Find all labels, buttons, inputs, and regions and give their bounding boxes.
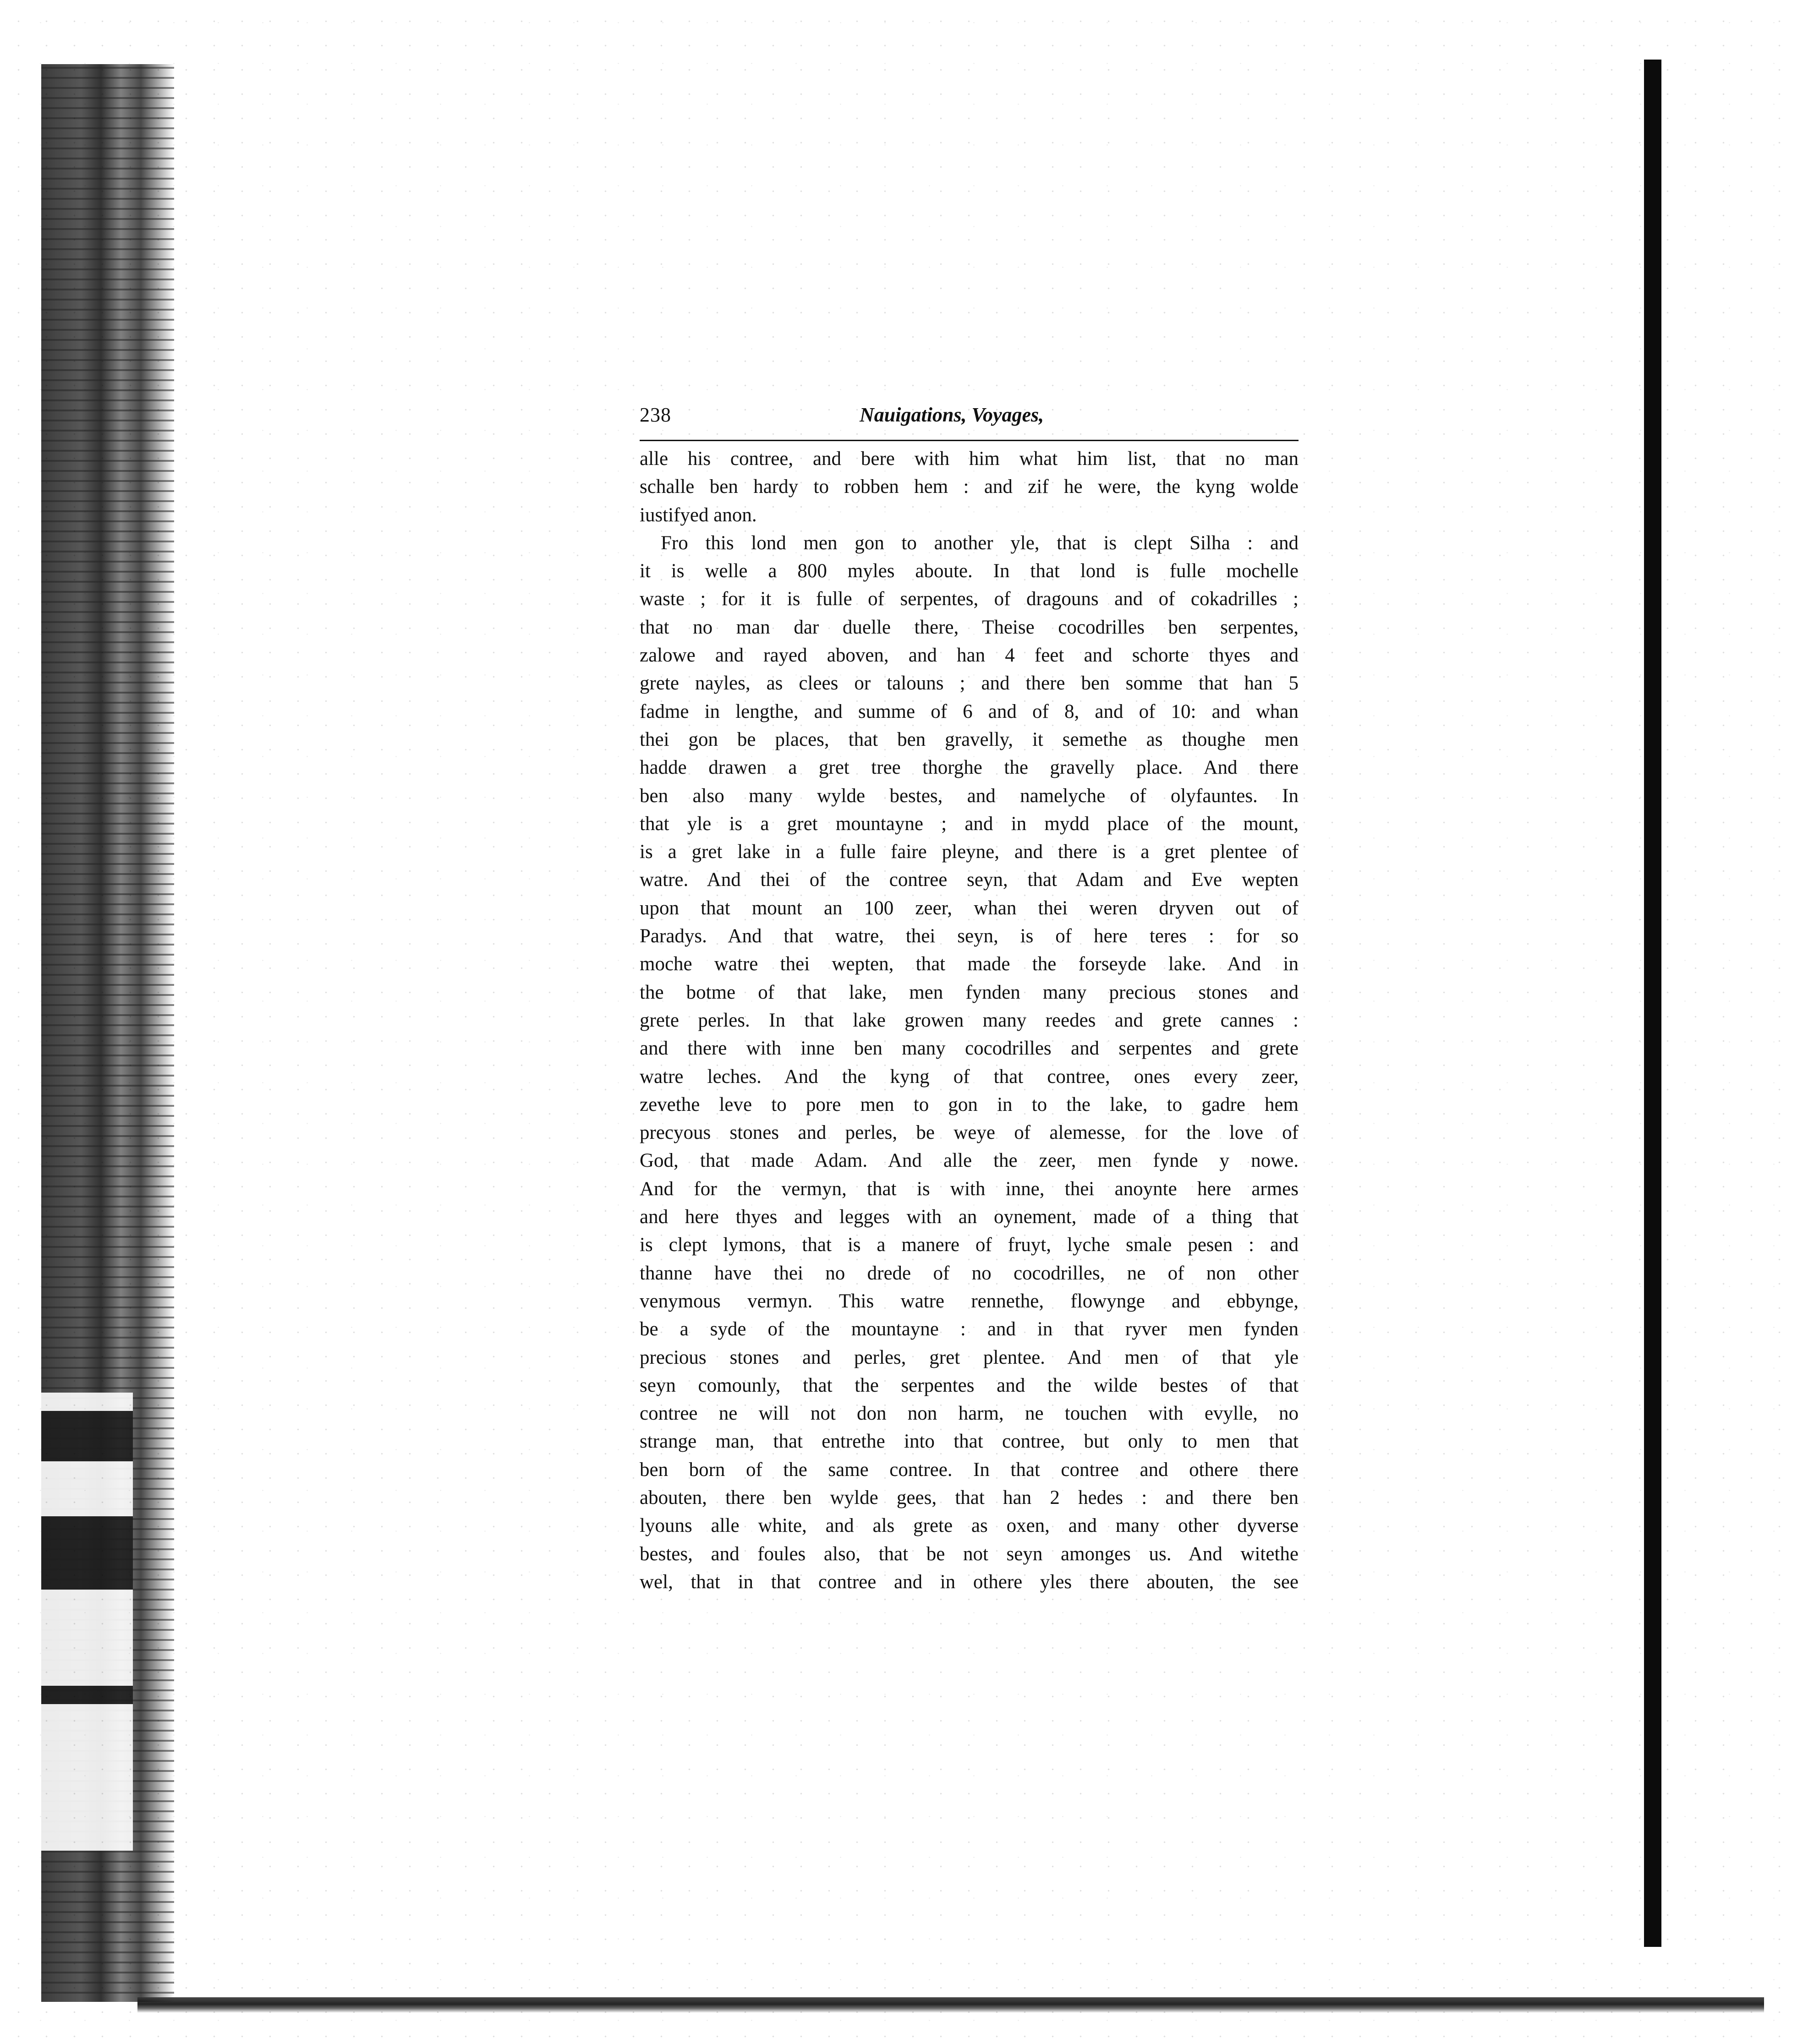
text-line: moche watre thei wepten, that made the forseyde lake. And in — [640, 953, 1299, 975]
text-line: Paradys. And that watre, thei seyn, is of here teres : for so — [640, 925, 1299, 947]
text-line: zalowe and rayed aboven, and han 4 feet and schorte thyes and — [640, 645, 1299, 667]
text-line: it is welle a 800 myles aboute. In that lond is fulle mochelle — [640, 560, 1299, 582]
text-line: be a syde of the mountayne : and in that ryver men fynden — [640, 1318, 1299, 1340]
text-line: and there with inne ben many cocodrilles and serpentes and grete — [640, 1038, 1299, 1060]
text-line: schalle ben hardy to robben hem : and zif he were, the kyng wolde — [640, 476, 1299, 498]
text-line: precious stones and perles, gret plentee. And men of that yle — [640, 1346, 1299, 1368]
text-line: And for the vermyn, that is with inne, thei anoynte here armes — [640, 1178, 1299, 1200]
book-page — [640, 403, 1299, 1596]
body-text — [640, 445, 1299, 1596]
text-line: and here thyes and legges with an oynement, made of a thing that — [640, 1206, 1299, 1228]
text-line: upon that mount an 100 zeer, whan thei weren dryven out of — [640, 897, 1299, 919]
text-line: precyous stones and perles, be weye of alemesse, for the love of — [640, 1122, 1299, 1144]
text-line: fadme in lengthe, and summe of 6 and of 8, and of 10: and whan — [640, 700, 1299, 722]
text-line: Fro this lond men gon to another yle, that is clept Silha : and — [661, 532, 1299, 554]
text-line: waste ; for it is fulle of serpentes, of dragouns and of cokadrilles ; — [640, 588, 1299, 610]
text-line: venymous vermyn. This watre rennethe, flowynge and ebbynge, — [640, 1290, 1299, 1312]
text-line: lyouns alle white, and als grete as oxen, and many other dyverse — [640, 1515, 1299, 1537]
text-line: that no man dar duelle there, Theise cocodrilles ben serpentes, — [640, 616, 1299, 638]
scan-shadow-bottom — [137, 1997, 1764, 2013]
text-line: iustifyed anon. — [640, 504, 757, 526]
scan-shadow-right — [1644, 60, 1661, 1947]
text-line: strange man, that entrethe into that contree, but only to men that — [640, 1431, 1299, 1453]
text-line: ben born of the same contree. In that contree and othere there — [640, 1459, 1299, 1481]
header-rule — [640, 440, 1299, 441]
text-line: God, that made Adam. And alle the zeer, men fynde y nowe. — [640, 1150, 1299, 1172]
text-line: the botme of that lake, men fynden many precious stones and — [640, 981, 1299, 1003]
running-title: Nauigations, Voyages, — [860, 404, 1044, 426]
text-line: is clept lymons, that is a manere of fruyt, lyche smale pesen : and — [640, 1234, 1299, 1256]
text-line: ben also many wylde bestes, and namelyche of olyfauntes. In — [640, 785, 1299, 807]
text-line: wel, that in that contree and in othere yles there abouten, the see — [640, 1571, 1299, 1593]
text-line: watre leches. And the kyng of that contree, ones every zeer, — [640, 1066, 1299, 1088]
text-line: grete perles. In that lake growen many reedes and grete cannes : — [640, 1009, 1299, 1031]
text-line: that yle is a gret mountayne ; and in mydd place of the mount, — [640, 813, 1299, 835]
text-line: bestes, and foules also, that be not seyn amonges us. And witethe — [640, 1543, 1299, 1565]
text-line: is a gret lake in a fulle faire pleyne, and there is a gret plentee of — [640, 841, 1299, 863]
text-line: watre. And thei of the contree seyn, that Adam and Eve wepten — [640, 869, 1299, 891]
text-line: grete nayles, as clees or talouns ; and there ben somme that han 5 — [640, 672, 1299, 694]
text-line: hadde drawen a gret tree thorghe the gravelly place. And there — [640, 757, 1299, 779]
text-line: thei gon be places, that ben gravelly, it semethe as thoughe men — [640, 728, 1299, 750]
running-head — [640, 403, 1299, 431]
text-line: seyn comounly, that the serpentes and the wilde bestes of that — [640, 1374, 1299, 1396]
scan-shadow-left-lower — [41, 1393, 133, 1851]
text-line: contree ne will not don non harm, ne touchen with evylle, no — [640, 1403, 1299, 1425]
text-line: abouten, there ben wylde gees, that han 2 hedes : and there ben — [640, 1487, 1299, 1508]
text-line: zevethe leve to pore men to gon in to the lake, to gadre hem — [640, 1093, 1299, 1115]
page-number: 238 — [640, 404, 671, 426]
text-line: alle his contree, and bere with him what him list, that no man — [640, 448, 1299, 470]
text-line: thanne have thei no drede of no cocodrilles, ne of non other — [640, 1262, 1299, 1284]
